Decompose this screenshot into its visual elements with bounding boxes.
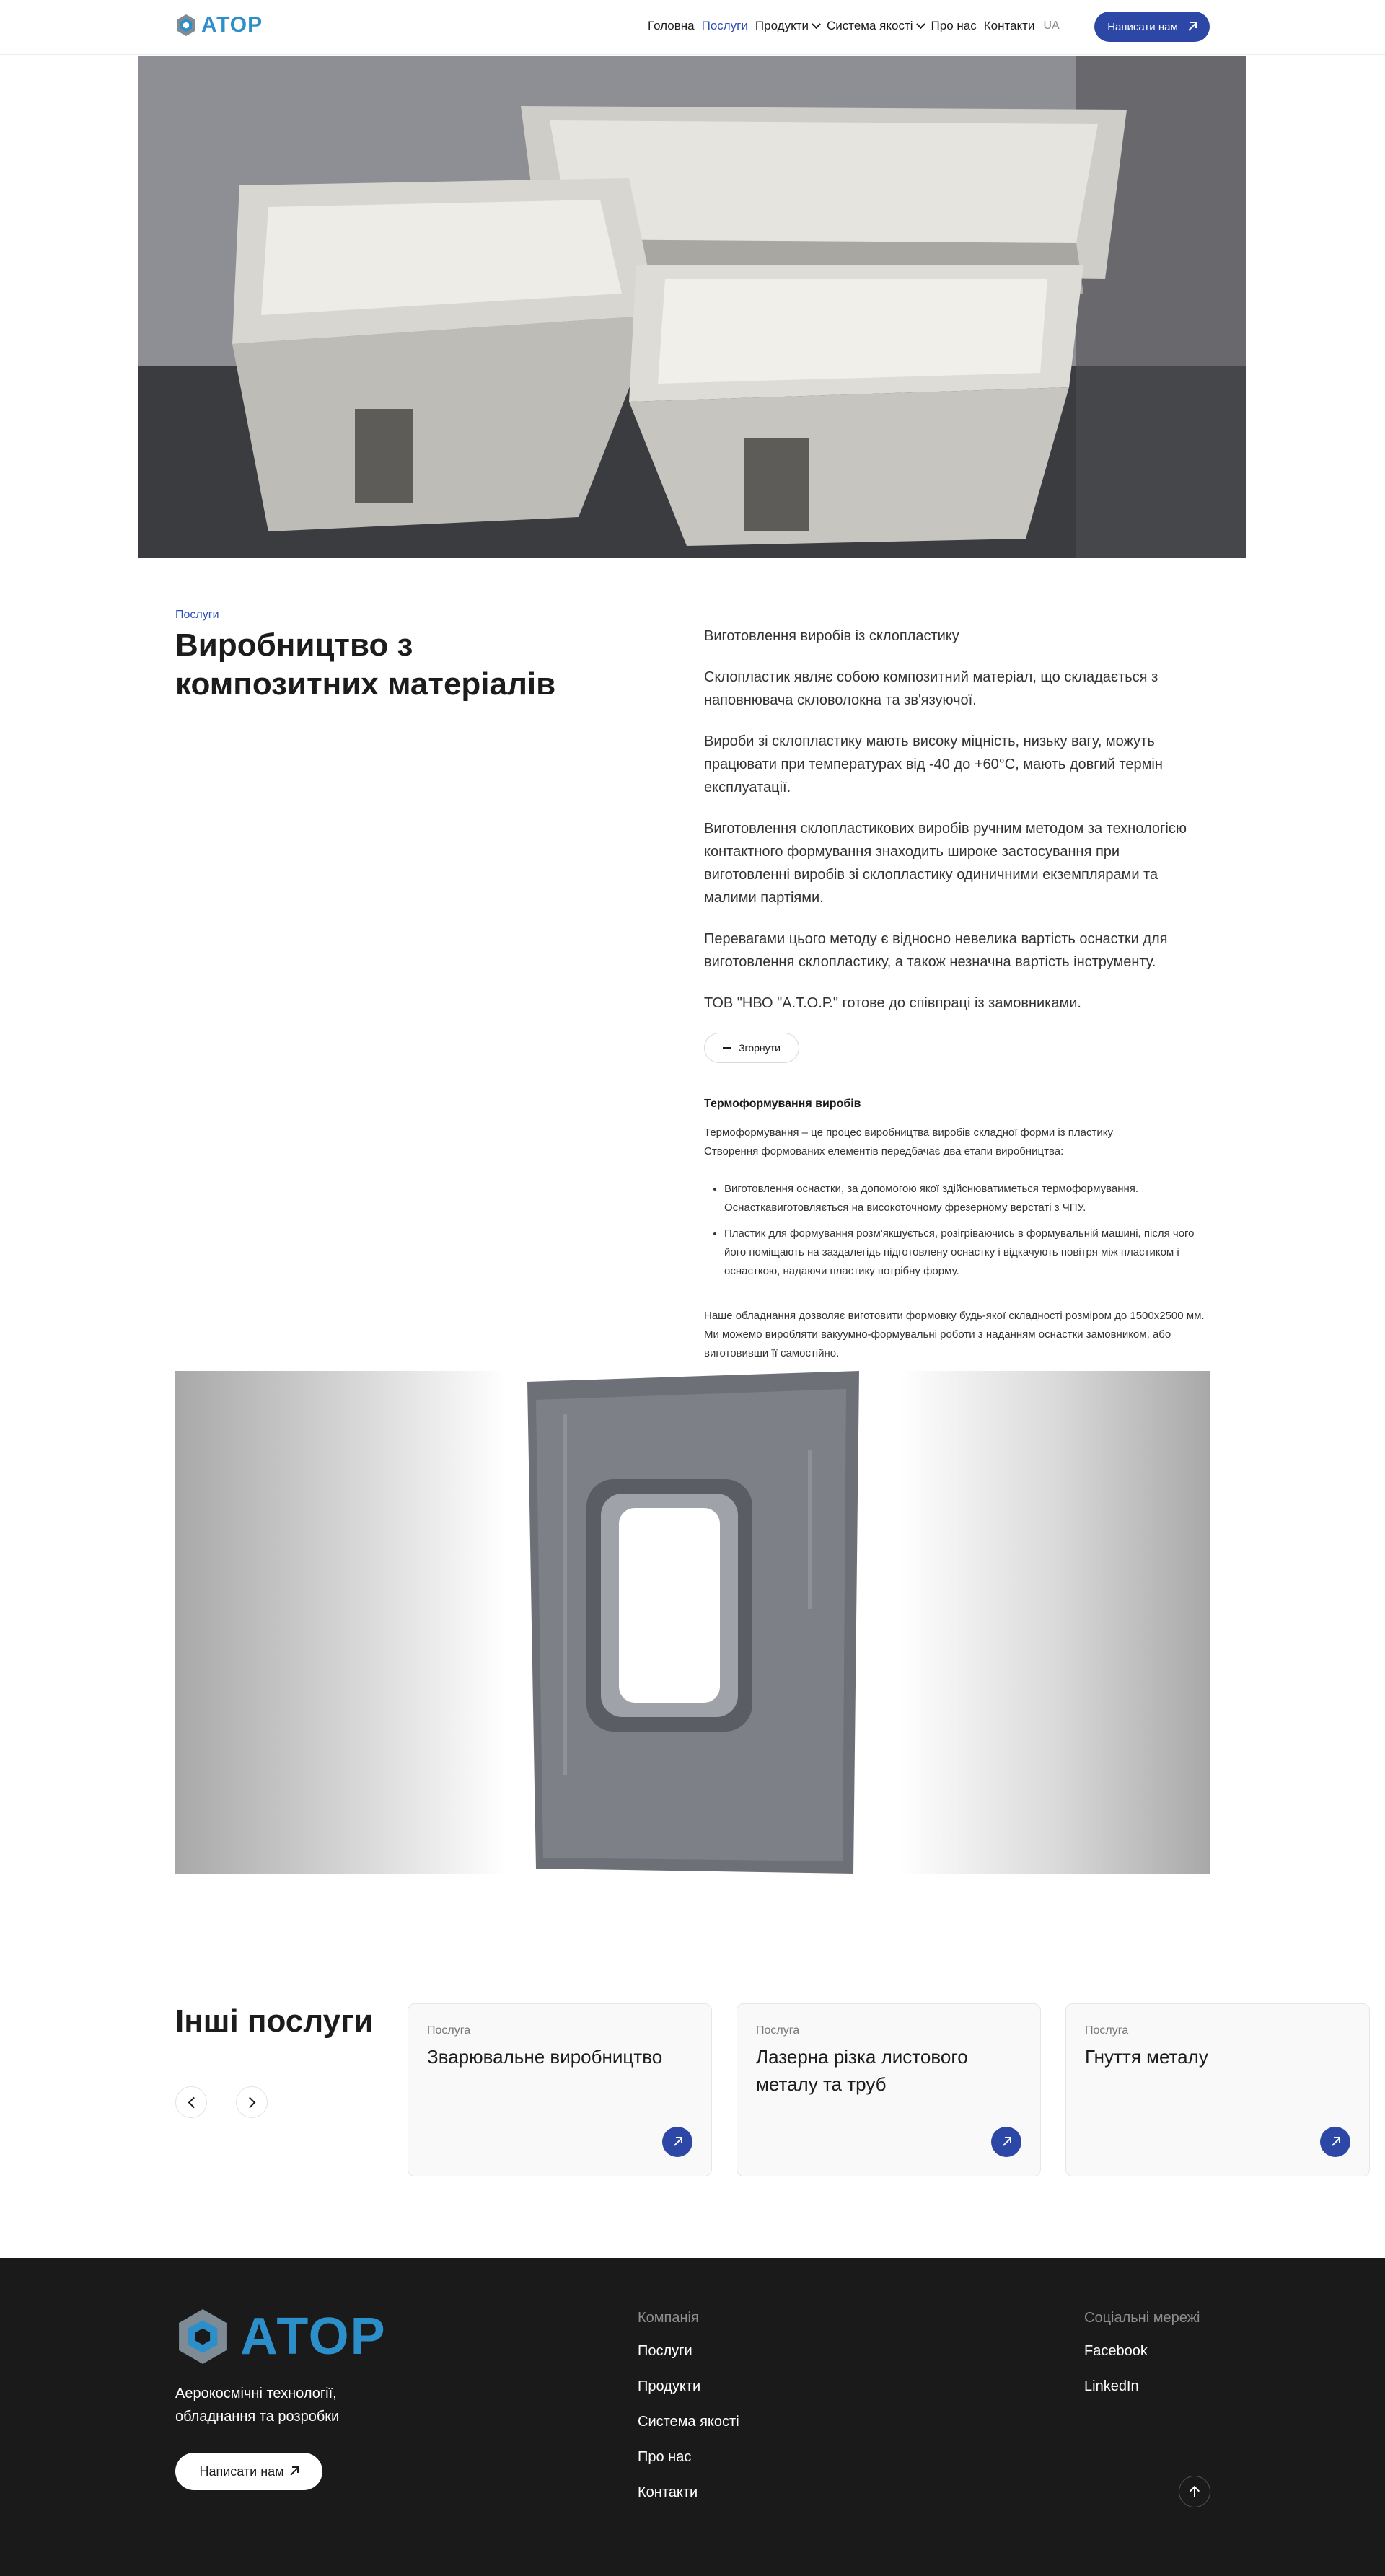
site-footer [0,2258,1385,2576]
paragraph: Вироби зі склопластику мають високу міцність, низьку вагу, можуть працювати при температурах від -40 до +60°С, мають довгий термін експлуатації. [704,733,1163,795]
nav-item-services[interactable] [702,19,748,33]
service-card[interactable] [1065,2003,1370,2176]
site-header [0,0,1385,55]
service-description [704,625,1209,1363]
paragraph: Склопластик являє собою композитний матеріал, що складається з наповнювача скловолокна та зв'язуючої. [704,669,1158,708]
paragraph: Перевагами цього методу є відносно невелика вартість оснастки для виготовлення склопластику, а також незначна вартість інструменту. [704,931,1168,970]
hexagon-logo-icon [175,14,197,37]
footer-logo[interactable] [175,2307,387,2366]
collapse-button[interactable] [704,1033,799,1063]
nav-label: Продукти [755,19,809,32]
button-label: Написати нам [199,2463,284,2479]
arrow-up-right-icon [672,2137,682,2147]
arrow-up-right-icon [289,2466,299,2476]
nav-item-quality[interactable] [827,19,924,33]
section-eyebrow[interactable]: Послуги [175,609,219,621]
nav-label: Про нас [931,19,977,32]
card-title: Гнуття металу [1085,2046,1208,2068]
footer-link-linkedin[interactable]: LinkedIn [1084,2378,1139,2394]
minus-icon [723,1047,731,1049]
footer-link-about[interactable]: Про нас [638,2449,692,2465]
main-nav [648,19,1060,33]
thermoforming-line: Створення формованих елементів передбачає два етапи виробництва: [704,1145,1064,1157]
nav-label: Головна [648,19,695,32]
card-title: Зварювальне виробництво [427,2046,663,2068]
other-services-title: Інші послуги [175,2003,374,2039]
hero-image-sinks [138,56,1246,558]
thermoforming-steps [704,1180,1209,1281]
nav-label: Контакти [983,19,1035,32]
nav-item-about[interactable] [931,19,977,33]
footer-social-links [1084,2342,1148,2396]
service-card[interactable] [408,2003,712,2176]
footer-link-quality[interactable]: Система якості [638,2414,739,2430]
card-title: Лазерна різка листового металу та труб [756,2046,968,2095]
card-open-button[interactable] [991,2127,1021,2157]
logo-text: АТОР [201,13,263,37]
chevron-left-icon [188,2096,199,2108]
card-label: Послуга [1085,2024,1129,2037]
nav-item-home[interactable] [648,19,695,33]
thermoforming-closing: Наше обладнання дозволяє виготовити формовку будь-якої складності розміром до 1500х2500 мм. Ми можемо виробляти вакуумно-формувальні роботи з наданням оснастки замовником, або виготовивши її самостійно. [704,1310,1205,1359]
page-title: Виробництво з композитних матеріалів [175,627,556,702]
paragraph: Виготовлення склопластикових виробів ручним методом за технологією контактного формування знаходить широке застосування при виготовленні виробів зі склопластику одиничними екземплярами та малими партіями. [704,821,1187,906]
nav-item-products[interactable] [755,19,819,33]
footer-link-facebook[interactable]: Facebook [1084,2343,1148,2359]
arrow-up-right-icon [1001,2137,1011,2147]
thermoforming-title: Термоформування виробів [704,1098,861,1110]
arrow-up-right-icon [1330,2137,1340,2147]
write-us-button[interactable] [1094,12,1210,42]
language-switch[interactable]: UA [1043,19,1060,32]
arrow-up-icon [1190,2486,1200,2497]
footer-write-us-button[interactable] [175,2453,322,2490]
paragraph: Виготовлення виробів із склопластику [704,628,959,644]
footer-company-links [638,2342,739,2502]
chevron-down-icon [916,19,925,29]
thermoformed-panel-image [175,1371,1210,1874]
chevron-right-icon [244,2096,255,2108]
card-label: Послуга [427,2024,471,2037]
nav-label: Послуги [701,19,748,32]
chevron-down-icon [812,19,821,29]
services-carousel [408,2003,1208,2176]
hexagon-logo-icon [175,2307,230,2366]
service-card[interactable] [737,2003,1041,2176]
footer-link-services[interactable]: Послуги [638,2343,692,2359]
list-item: • Виготовлення оснастки, за допомогою якої здійснюватиметься термоформування. Оснасткавиготовляється на високоточному фрезерному верстаті з ЧПУ. [724,1180,1209,1217]
footer-social-title: Соціальні мережі [1084,2310,1200,2326]
nav-label: Система якості [826,19,913,32]
scroll-to-top-button[interactable] [1179,2476,1210,2507]
button-label: Згорнути [739,1042,781,1054]
arrow-up-right-icon [1187,22,1197,32]
logo[interactable] [175,13,263,38]
footer-logo-text: АТОР [240,2308,387,2365]
footer-link-contacts[interactable]: Контакти [638,2484,698,2500]
card-label: Послуга [756,2024,800,2037]
paragraph: ТОВ "НВО "А.Т.О.Р." готове до співпраці із замовниками. [704,995,1081,1011]
carousel-prev-button[interactable] [175,2086,207,2118]
card-open-button[interactable] [1320,2127,1350,2157]
nav-item-contacts[interactable] [984,19,1035,33]
footer-link-products[interactable]: Продукти [638,2378,701,2394]
carousel-next-button[interactable] [236,2086,268,2118]
footer-company-title: Компанія [638,2310,699,2326]
card-open-button[interactable] [662,2127,692,2157]
button-label: Написати нам [1107,20,1178,33]
footer-tagline: Аерокосмічні технології, обладнання та розробки [175,2386,340,2425]
list-item: • Пластик для формування розм'якшується, розігріваючись в формувальній машині, після чого його поміщають на заздалегідь підготовлену оснастку і відкачують повітря між пластиком і оснасткою, надаючи пластику потрібну форму. [724,1225,1209,1281]
thermoforming-line: Термоформування – це процес виробництва виробів складної форми із пластику [704,1126,1113,1139]
